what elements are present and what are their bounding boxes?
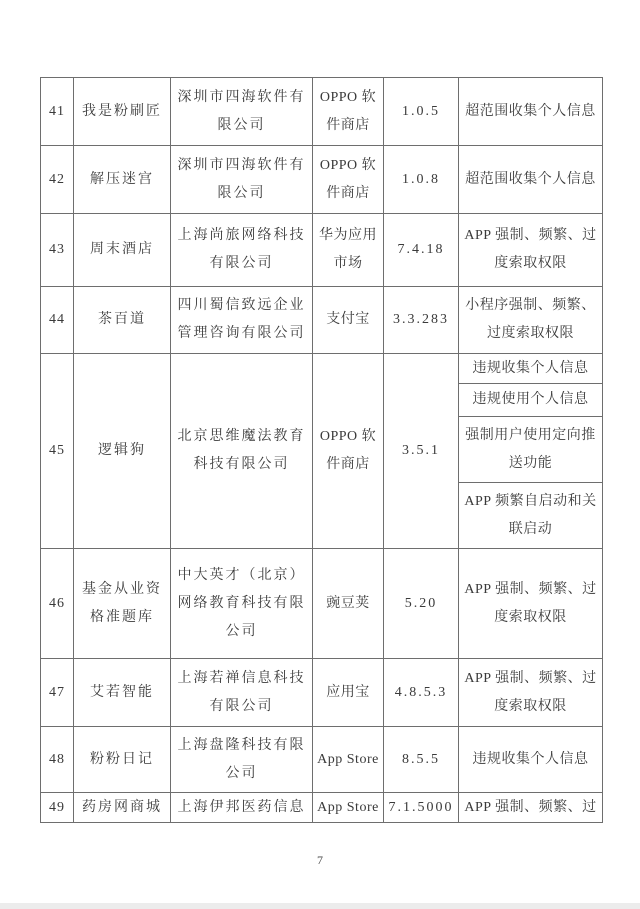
cell-company: 上海盘隆科技有限公司 [171, 727, 313, 793]
cell-app-name: 艾若智能 [74, 659, 171, 727]
cell-violation: 超范围收集个人信息 [459, 146, 603, 214]
table-row [41, 146, 603, 214]
cell-store: OPPO 软件商店 [313, 78, 384, 146]
cell-violation: 违规收集个人信息 [459, 727, 603, 793]
cell-store: App Store [313, 793, 384, 823]
cell-no: 47 [41, 659, 74, 727]
cell-violation: APP 频繁自启动和关联启动 [459, 483, 603, 549]
table-body [41, 78, 603, 823]
table-row [41, 549, 603, 659]
cell-version: 3.5.1 [384, 354, 459, 549]
table-row [41, 287, 603, 354]
cell-violation: 强制用户使用定向推送功能 [459, 417, 603, 483]
cell-violation: 违规使用个人信息 [459, 384, 603, 417]
cell-violation: APP 强制、频繁、过 [459, 793, 603, 823]
cell-store: 豌豆荚 [313, 549, 384, 659]
cell-no: 46 [41, 549, 74, 659]
cell-version: 3.3.283 [384, 287, 459, 354]
cell-violation: 小程序强制、频繁、过度索取权限 [459, 287, 603, 354]
cell-store: OPPO 软件商店 [313, 354, 384, 549]
cell-store: 华为应用市场 [313, 214, 384, 287]
cell-version: 7.1.5000 [384, 793, 459, 823]
cell-violation: 超范围收集个人信息 [459, 78, 603, 146]
cell-company: 中大英才（北京）网络教育科技有限公司 [171, 549, 313, 659]
table-row [41, 214, 603, 287]
cell-company: 北京思维魔法教育科技有限公司 [171, 354, 313, 549]
cell-version: 4.8.5.3 [384, 659, 459, 727]
table-container [40, 77, 603, 823]
cell-no: 43 [41, 214, 74, 287]
cell-violation: APP 强制、频繁、过度索取权限 [459, 659, 603, 727]
cell-company: 四川蜀信致远企业管理咨询有限公司 [171, 287, 313, 354]
cell-no: 42 [41, 146, 74, 214]
cell-app-name: 粉粉日记 [74, 727, 171, 793]
table-row [41, 793, 603, 823]
app-violations-table [40, 77, 603, 823]
cell-app-name: 解压迷宫 [74, 146, 171, 214]
cell-violation: APP 强制、频繁、过度索取权限 [459, 214, 603, 287]
table-row [41, 78, 603, 146]
cell-store: 应用宝 [313, 659, 384, 727]
table-row [41, 354, 603, 384]
page-bottom-edge [0, 903, 640, 909]
cell-version: 1.0.8 [384, 146, 459, 214]
cell-version: 8.5.5 [384, 727, 459, 793]
cell-no: 44 [41, 287, 74, 354]
cell-store: App Store [313, 727, 384, 793]
cell-version: 5.20 [384, 549, 459, 659]
cell-app-name: 药房网商城 [74, 793, 171, 823]
cell-company: 深圳市四海软件有限公司 [171, 78, 313, 146]
table-row [41, 659, 603, 727]
cell-company: 深圳市四海软件有限公司 [171, 146, 313, 214]
table-row [41, 727, 603, 793]
cell-no: 49 [41, 793, 74, 823]
cell-app-name: 基金从业资格准题库 [74, 549, 171, 659]
cell-company: 上海尚旅网络科技有限公司 [171, 214, 313, 287]
page-number: 7 [317, 853, 323, 867]
cell-violation: 违规收集个人信息 [459, 354, 603, 384]
cell-no: 48 [41, 727, 74, 793]
cell-no: 41 [41, 78, 74, 146]
cell-store: 支付宝 [313, 287, 384, 354]
cell-app-name: 逻辑狗 [74, 354, 171, 549]
cell-company: 上海伊邦医药信息 [171, 793, 313, 823]
cell-app-name: 我是粉刷匠 [74, 78, 171, 146]
cell-no: 45 [41, 354, 74, 549]
cell-violation: APP 强制、频繁、过度索取权限 [459, 549, 603, 659]
cell-version: 1.0.5 [384, 78, 459, 146]
cell-company: 上海若禅信息科技有限公司 [171, 659, 313, 727]
cell-store: OPPO 软件商店 [313, 146, 384, 214]
cell-version: 7.4.18 [384, 214, 459, 287]
cell-app-name: 茶百道 [74, 287, 171, 354]
cell-app-name: 周末酒店 [74, 214, 171, 287]
